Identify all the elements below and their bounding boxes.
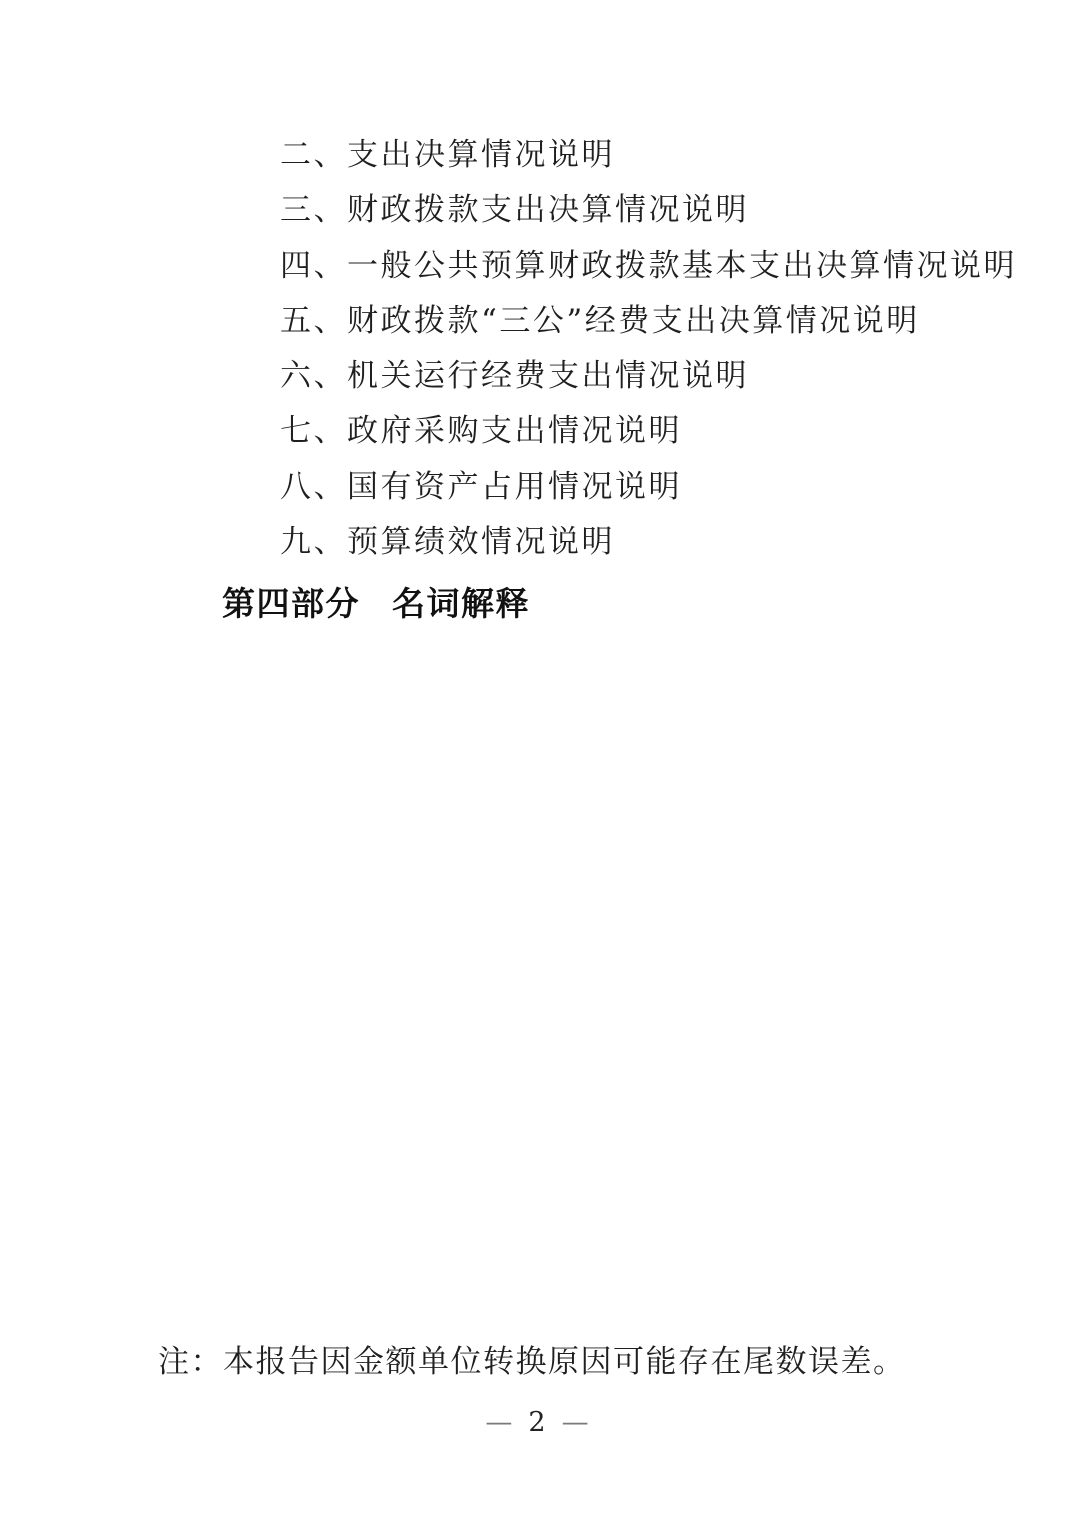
toc-item: 九、预算绩效情况说明 [280, 524, 615, 561]
toc-item: 三、财政拨款支出决算情况说明 [280, 192, 749, 229]
page-number: 2 [528, 1407, 546, 1438]
toc-item: 四、一般公共预算财政拨款基本支出决算情况说明 [280, 247, 1017, 284]
toc-item: 二、支出决算情况说明 [280, 137, 615, 173]
page-footer [0, 1407, 1074, 1438]
toc-item: 八、国有资产占用情况说明 [280, 468, 682, 505]
footer-dash-right: — [561, 1407, 589, 1438]
toc-item: 五、财政拨款“三公”经费支出决算情况说明 [280, 302, 920, 339]
footnote: 注：本报告因金额单位转换原因可能存在尾数误差。 [158, 1344, 906, 1380]
section-part-label: 第四部分 [222, 584, 360, 623]
section-heading [222, 578, 530, 625]
toc-item: 七、政府采购支出情况说明 [280, 413, 682, 450]
section-title: 名词解释 [392, 584, 530, 623]
toc-item: 六、机关运行经费支出情况说明 [280, 358, 749, 395]
footer-dash-left: — [485, 1407, 513, 1438]
table-of-contents [280, 128, 1017, 570]
